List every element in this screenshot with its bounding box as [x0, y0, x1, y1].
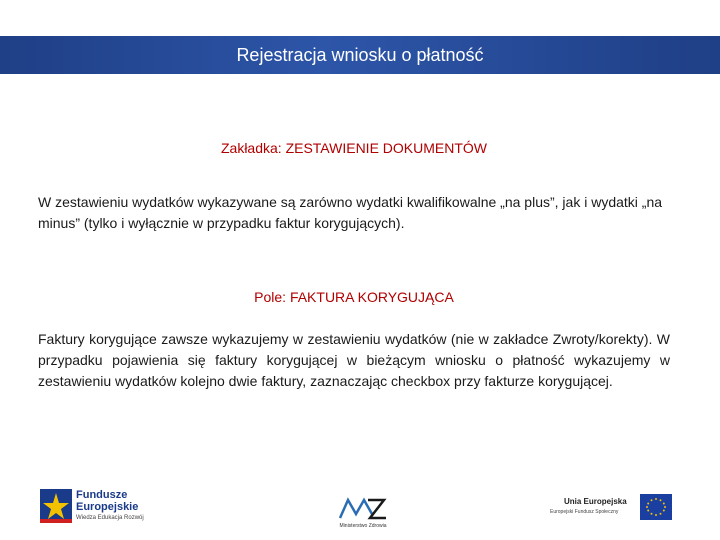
mz-mark-icon [338, 494, 388, 522]
page-title: Rejestracja wniosku o płatność [236, 45, 484, 65]
fe-title-line2: Europejskie [76, 501, 139, 513]
ue-title: Unia Europejska [564, 497, 627, 506]
unia-europejska-logo [550, 494, 675, 524]
fe-title-line1: Fundusze [76, 489, 128, 501]
ue-subtitle: Europejski Fundusz Społeczny [550, 509, 619, 515]
section-body-faktura: Faktury korygujące zawsze wykazujemy w zestawieniu wydatków (nie w zakładce Zwroty/korekty). W przypadku pojawienia się faktury korygującej w bieżącym wniosku o płatność wykazujemy w zestawieniu wydatków kolejno dwie faktury, zaznaczając checkbox przy fakturze korygującej. [38, 331, 670, 389]
footer-logos [0, 480, 720, 540]
fe-subtitle: Wiedza Edukacja Rozwój [76, 515, 144, 521]
fundusze-europejskie-logo [40, 485, 170, 533]
eu-flag-icon [640, 494, 672, 520]
title-bar [0, 36, 720, 74]
section-faktura [38, 289, 670, 305]
section-body-faktura-wrap [38, 329, 670, 392]
section-body-zestawienie-wrap [38, 192, 670, 234]
section-body-zestawienie: W zestawieniu wydatków wykazywane są zarówno wydatki kwalifikowalne „na plus”, jak i wydatki „na minus” (tylko i wyłącznie w przypadku faktur korygujących). [38, 194, 663, 231]
ministerstwo-zdrowia-logo [338, 494, 388, 534]
fe-star-icon [40, 489, 72, 529]
section-heading-faktura: Pole: FAKTURA KORYGUJĄCA [254, 289, 454, 305]
mz-caption: Ministerstwo Zdrowia [339, 523, 387, 529]
section-zestawienie [38, 140, 670, 156]
fe-title [76, 489, 138, 513]
section-heading-zestawienie: Zakładka: ZESTAWIENIE DOKUMENTÓW [220, 140, 488, 156]
